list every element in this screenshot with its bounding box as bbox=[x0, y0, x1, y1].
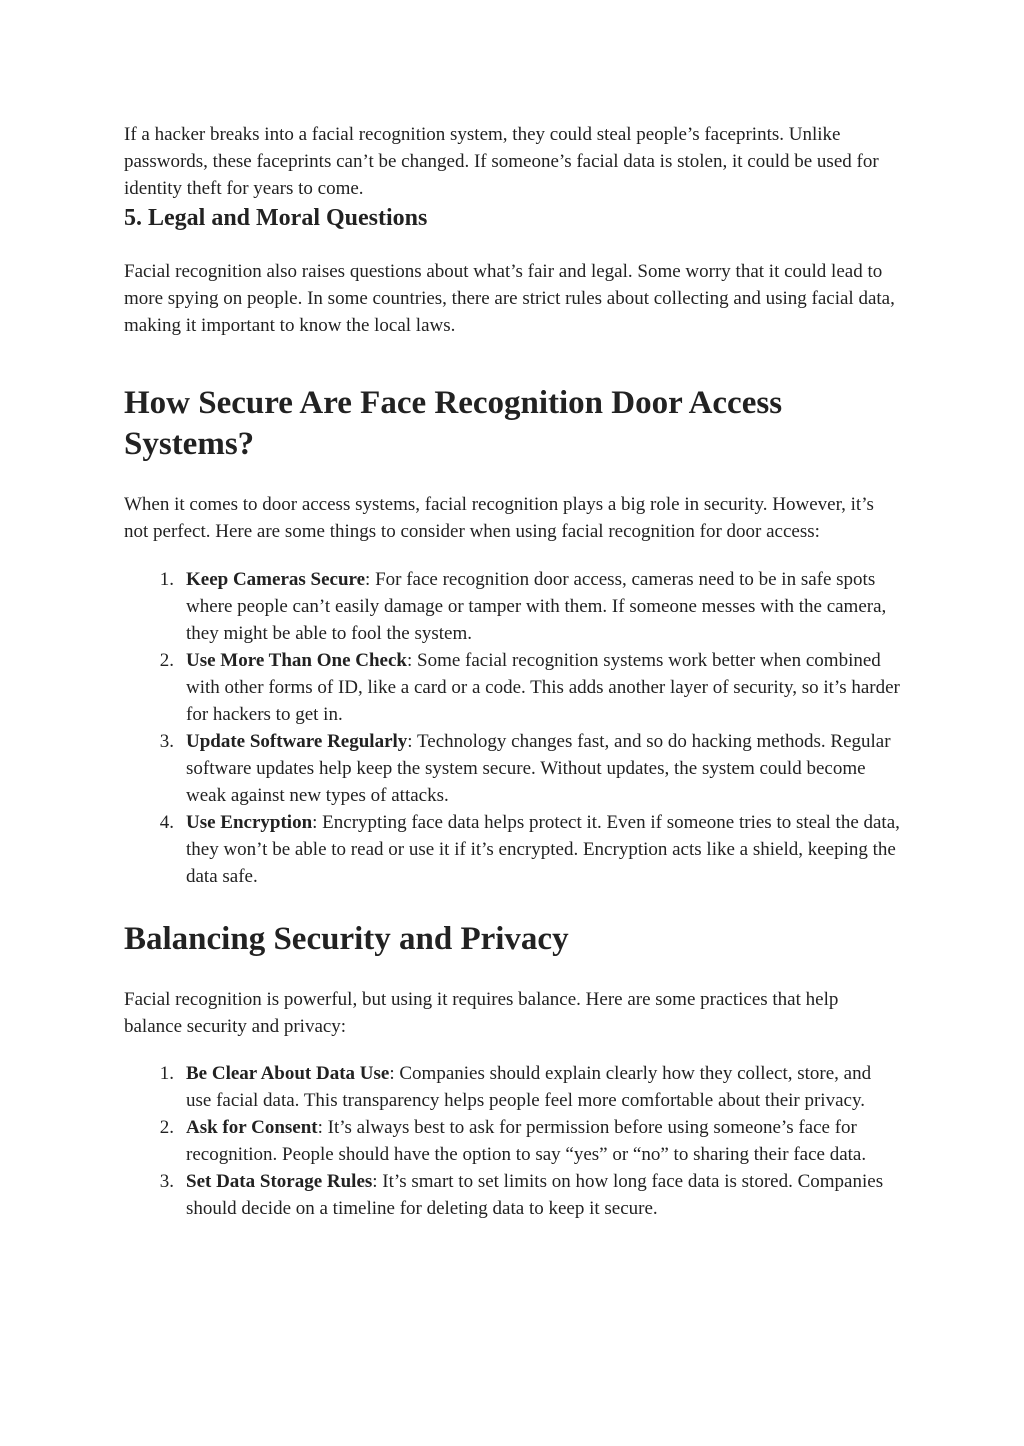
list-item-text: : It’s always best to ask for permission before using someone’s face for recognition. People should have the option to say “yes” or “no” to sharing their face data. bbox=[186, 1117, 867, 1165]
list-item-text: : Technology changes fast, and so do hacking methods. Regular software updates help keep the system secure. Without updates, the system could become weak against new types of attacks. bbox=[186, 731, 891, 806]
list-item-title: Set Data Storage Rules bbox=[186, 1171, 373, 1192]
list-item-text: : Companies should explain clearly how they collect, store, and use facial data. This transparency helps people feel more comfortable about their privacy. bbox=[186, 1063, 872, 1111]
list-item bbox=[124, 809, 900, 890]
list-number: 3. bbox=[159, 1171, 174, 1192]
list-item-title: Use Encryption bbox=[186, 812, 313, 833]
secure-section-heading: How Secure Are Face Recognition Door Access Systems? bbox=[124, 385, 783, 462]
list-number: 2. bbox=[159, 1117, 174, 1138]
list-item-title: Ask for Consent bbox=[186, 1117, 318, 1138]
list-item bbox=[124, 647, 900, 728]
balance-section-heading: Balancing Security and Privacy bbox=[124, 921, 569, 957]
secure-practices-list bbox=[124, 566, 900, 890]
list-item-text: : For face recognition door access, cameras need to be in safe spots where people can’t easily damage or tamper with them. If someone messes with the camera, they might be able to fool the system. bbox=[186, 569, 887, 644]
list-number: 2. bbox=[159, 650, 174, 671]
list-number: 4. bbox=[159, 812, 174, 833]
legal-section-heading: 5. Legal and Moral Questions bbox=[124, 205, 428, 231]
balance-practices-list bbox=[124, 1060, 900, 1222]
list-item bbox=[124, 1114, 900, 1168]
list-item bbox=[124, 566, 900, 647]
list-item bbox=[124, 1168, 900, 1222]
list-item-title: Keep Cameras Secure bbox=[186, 569, 366, 590]
list-number: 1. bbox=[159, 569, 174, 590]
legal-section-paragraph: Facial recognition also raises questions about what’s fair and legal. Some worry that it could lead to more spying on people. In some countries, there are strict rules about collecting and using facial data, making it important to know the local laws. bbox=[124, 261, 895, 336]
balance-section-paragraph: Facial recognition is powerful, but using it requires balance. Here are some practices that help balance security and privacy: bbox=[124, 989, 839, 1037]
intro-paragraph: If a hacker breaks into a facial recognition system, they could steal people’s faceprints. Unlike passwords, these faceprints can’t be changed. If someone’s facial data is stolen, it could be used for identity theft for years to come. bbox=[124, 124, 879, 199]
list-item-title: Update Software Regularly bbox=[186, 731, 408, 752]
document-page bbox=[124, 121, 900, 1222]
secure-section-paragraph: When it comes to door access systems, facial recognition plays a big role in security. However, it’s not perfect. Here are some things to consider when using facial recognition for door access: bbox=[124, 494, 874, 542]
list-item-title: Be Clear About Data Use bbox=[186, 1063, 390, 1084]
list-item bbox=[124, 1060, 900, 1114]
list-number: 3. bbox=[159, 731, 174, 752]
list-item-title: Use More Than One Check bbox=[186, 650, 407, 671]
list-item-text: : It’s smart to set limits on how long face data is stored. Companies should decide on a timeline for deleting data to keep it secure. bbox=[186, 1171, 884, 1219]
list-number: 1. bbox=[159, 1063, 174, 1084]
list-item-text: : Some facial recognition systems work better when combined with other forms of ID, like a card or a code. This adds another layer of security, so it’s harder for hackers to get in. bbox=[186, 650, 900, 725]
list-item bbox=[124, 728, 900, 809]
list-item-text: : Encrypting face data helps protect it. Even if someone tries to steal the data, they won’t be able to read or use it if it’s encrypted. Encryption acts like a shield, keeping the data safe. bbox=[186, 812, 900, 887]
